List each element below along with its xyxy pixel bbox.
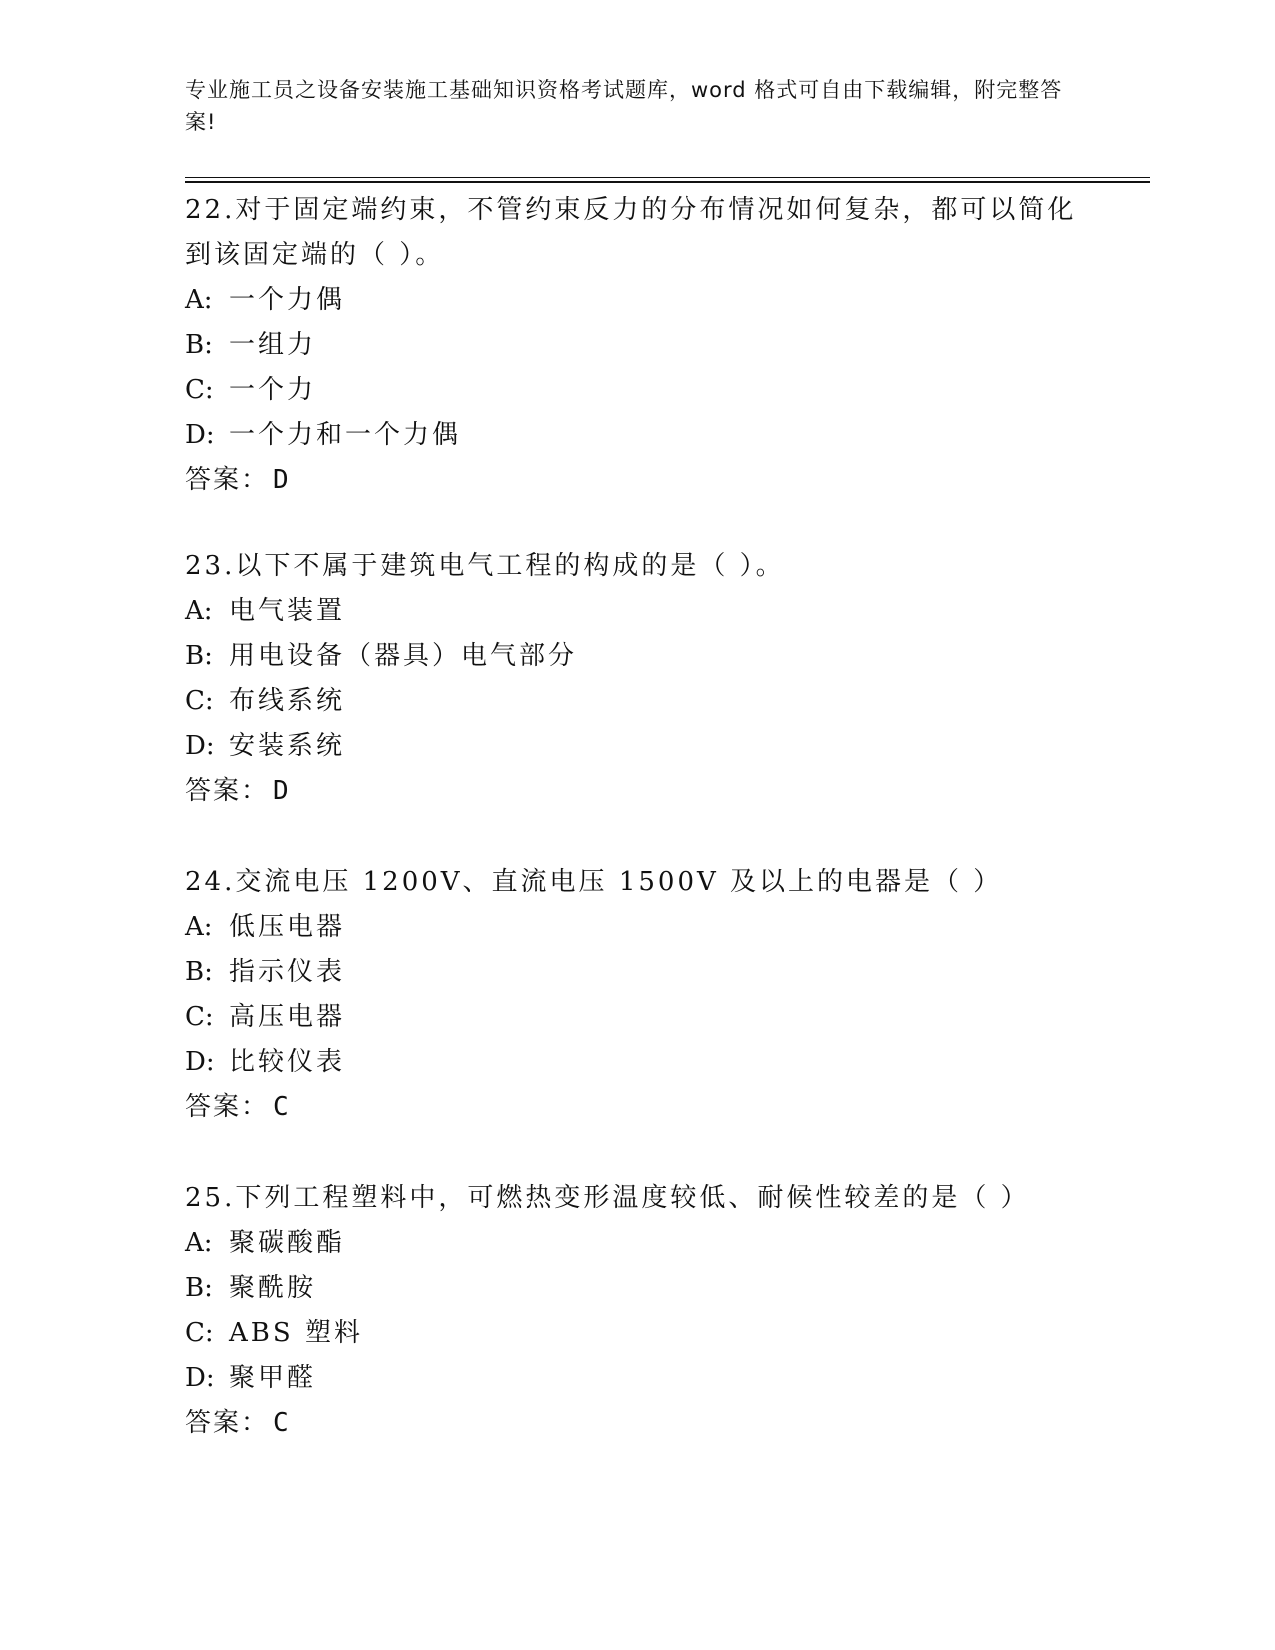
answer-line xyxy=(185,1401,1085,1446)
option-letter: B: xyxy=(185,641,213,671)
question-stem: 22.对于固定端约束，不管约束反力的分布情况如何复杂，都可以简化到该固定端的（ ）。 xyxy=(185,195,1077,270)
option-d xyxy=(185,1356,1085,1401)
option-letter: D: xyxy=(185,420,215,450)
option-b xyxy=(185,634,1085,679)
document-header: 专业施工员之设备安装施工基础知识资格考试题库，word 格式可自由下载编辑，附完整答案! xyxy=(185,78,1063,134)
answer-label: 答案： xyxy=(185,776,270,806)
option-text: 低压电器 xyxy=(229,912,346,942)
header-divider-thin xyxy=(185,177,1150,178)
answer-label: 答案： xyxy=(185,1092,270,1122)
option-text: 指示仪表 xyxy=(229,957,346,987)
option-letter: A: xyxy=(185,285,213,315)
option-c xyxy=(185,679,1085,724)
answer-label: 答案： xyxy=(185,465,270,495)
option-letter: A: xyxy=(185,1228,213,1258)
answer-line xyxy=(185,458,1085,503)
option-letter: B: xyxy=(185,1273,213,1303)
question-25 xyxy=(185,1176,1085,1446)
question-22 xyxy=(185,188,1085,503)
option-text: 一个力 xyxy=(229,375,317,405)
option-text: 一个力偶 xyxy=(229,285,346,315)
option-d xyxy=(185,724,1085,769)
answer-value: C xyxy=(273,1408,289,1438)
option-letter: D: xyxy=(185,1047,215,1077)
option-b xyxy=(185,323,1085,368)
option-d xyxy=(185,1040,1085,1085)
answer-line xyxy=(185,1085,1085,1130)
option-b xyxy=(185,950,1085,995)
question-stem: 24.交流电压 1200V、直流电压 1500V 及以上的电器是（ ） xyxy=(185,867,1003,897)
header-divider-thick xyxy=(185,181,1150,183)
option-letter: D: xyxy=(185,731,215,761)
option-a xyxy=(185,1221,1085,1266)
option-letter: C: xyxy=(185,1002,214,1032)
answer-value: D xyxy=(273,465,289,495)
option-letter: B: xyxy=(185,330,213,360)
option-text: 一个力和一个力偶 xyxy=(229,420,462,450)
option-c xyxy=(185,995,1085,1040)
option-text: 用电设备（器具）电气部分 xyxy=(229,641,578,671)
question-stem: 23.以下不属于建筑电气工程的构成的是（ ）。 xyxy=(185,551,785,581)
option-text: 安装系统 xyxy=(229,731,346,761)
option-a xyxy=(185,589,1085,634)
answer-value: D xyxy=(273,776,289,806)
option-text: 聚甲醛 xyxy=(229,1363,317,1393)
option-c xyxy=(185,1311,1085,1356)
option-text: 一组力 xyxy=(229,330,317,360)
option-a xyxy=(185,905,1085,950)
answer-line xyxy=(185,769,1085,814)
option-text: 高压电器 xyxy=(229,1002,346,1032)
question-23 xyxy=(185,544,1085,814)
option-text: 比较仪表 xyxy=(229,1047,346,1077)
answer-value: C xyxy=(273,1092,289,1122)
option-d xyxy=(185,413,1085,458)
option-c xyxy=(185,368,1085,413)
option-letter: B: xyxy=(185,957,213,987)
option-letter: A: xyxy=(185,912,213,942)
answer-label: 答案： xyxy=(185,1408,270,1438)
option-b xyxy=(185,1266,1085,1311)
option-letter: D: xyxy=(185,1363,215,1393)
option-text: 聚碳酸酯 xyxy=(229,1228,346,1258)
option-text: 聚酰胺 xyxy=(229,1273,317,1303)
option-text: ABS 塑料 xyxy=(229,1318,363,1348)
option-letter: C: xyxy=(185,1318,214,1348)
option-letter: C: xyxy=(185,686,214,716)
option-text: 布线系统 xyxy=(229,686,346,716)
option-text: 电气装置 xyxy=(229,596,346,626)
question-24 xyxy=(185,860,1085,1130)
option-letter: A: xyxy=(185,596,213,626)
option-a xyxy=(185,278,1085,323)
option-letter: C: xyxy=(185,375,214,405)
question-stem: 25.下列工程塑料中，可燃热变形温度较低、耐候性较差的是（ ） xyxy=(185,1183,1030,1213)
